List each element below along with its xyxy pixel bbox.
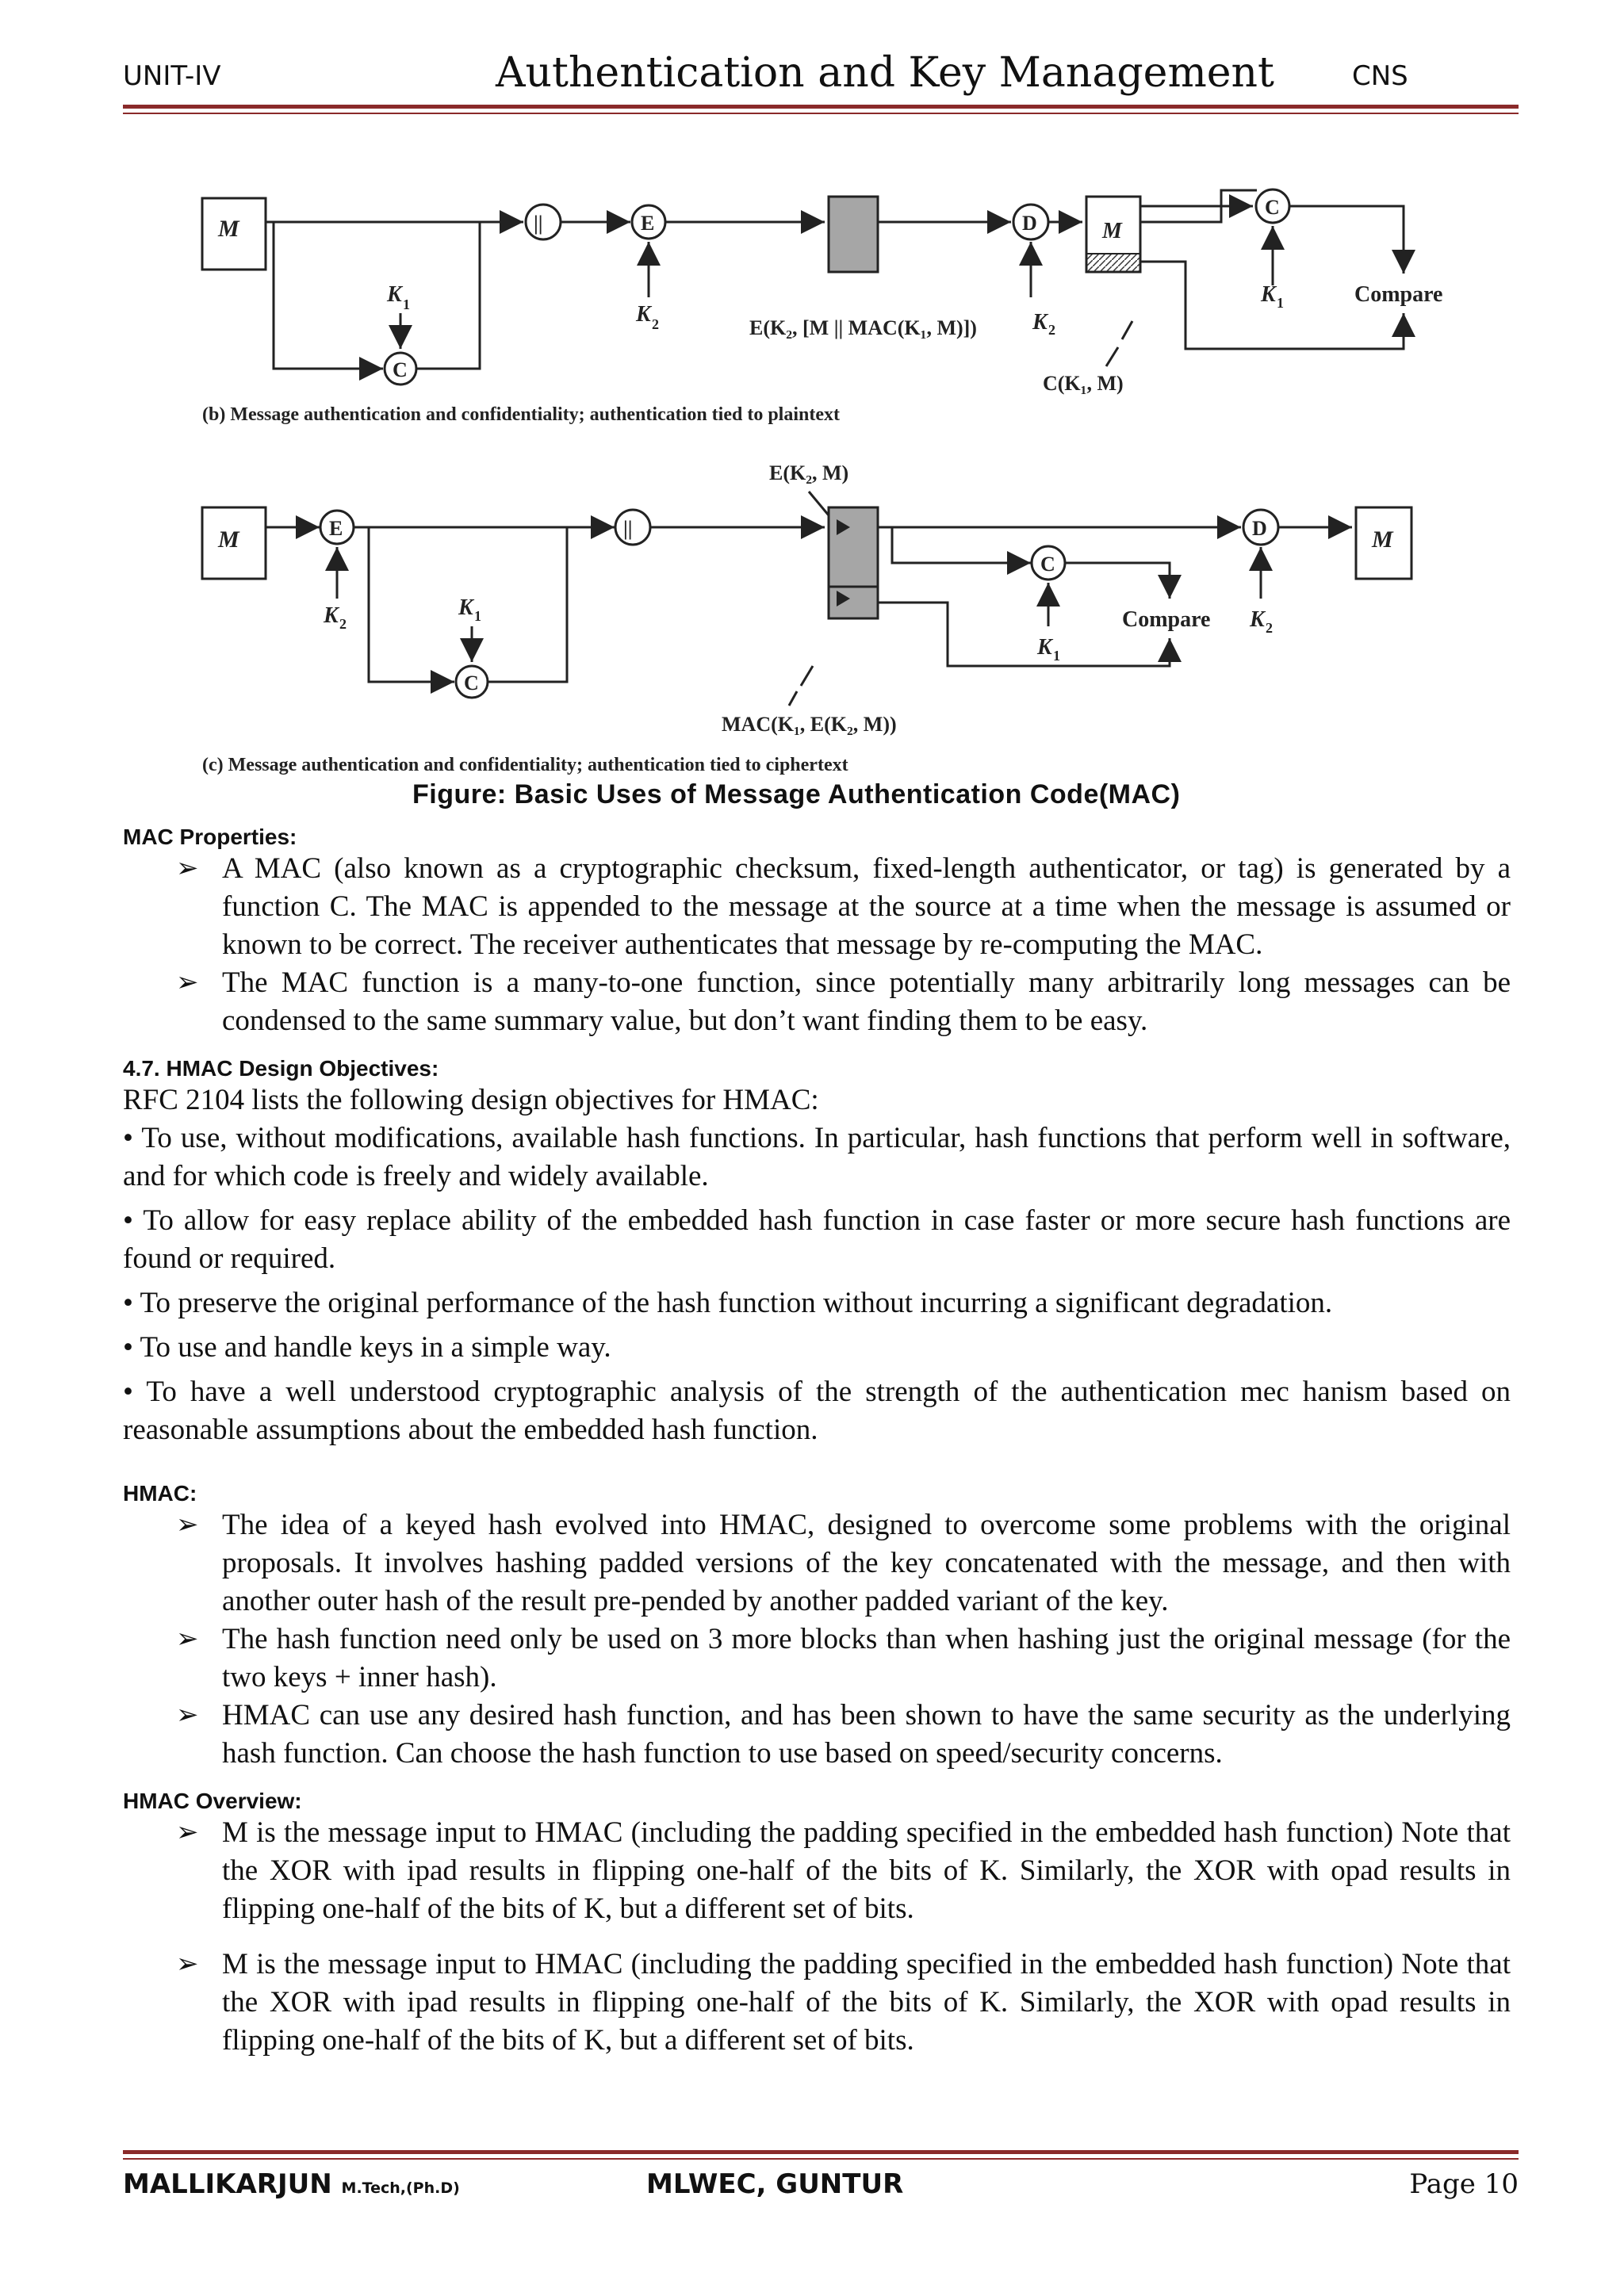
- label-compare-b: Compare: [1354, 282, 1443, 307]
- footer-rule-thin: [123, 2158, 1519, 2160]
- list-item: ➢ The MAC function is a many-to-one function, since potentially many arbitrarily long messages can be condensed to the same summary value, but don’t want finding them to be easy.: [222, 964, 1511, 1040]
- label-k1b-sub-c: 1: [1053, 648, 1060, 664]
- label-k2b-sub-c: 2: [1266, 620, 1273, 636]
- concat-node-c: [615, 510, 650, 545]
- objective-item: • To preserve the original performance of the hash function without incurring a significant degradation.: [123, 1287, 1333, 1319]
- label-enc-c: E(K₂, M): [769, 461, 849, 484]
- page-number: Page 10: [1409, 2168, 1519, 2200]
- figure-caption: Figure: Basic Uses of Message Authentication Code(MAC): [412, 779, 1181, 809]
- label-k2-sub-b: 2: [652, 316, 659, 332]
- author-qualification: M.Tech,(Ph.D): [341, 2179, 460, 2197]
- label-m2-b: M: [1102, 219, 1122, 243]
- list-item: ➢ The hash function need only be used on 3 more blocks than when hashing just the original message (for the two keys + inner hash).: [222, 1621, 1511, 1697]
- objective-item: • To allow for easy replace ability of the embedded hash function in case faster or more secure hash functions are found or required.: [123, 1204, 1511, 1275]
- label-k1b-b: K: [1261, 282, 1276, 307]
- bullet-arrow-icon: ➢: [176, 1950, 199, 1979]
- caption-part-b: (b) Message authentication and confidentiality; authentication tied to plaintext: [202, 404, 840, 425]
- list-item: ➢ M is the message input to HMAC (including the padding specified in the embedded hash function) Note that the XOR with ipad results in flipping one-half of the bits of K. Similarly, the XOR with opad results in flipping one-half of the bits of K, but a different set of bits.: [222, 1814, 1511, 1928]
- list-item: ➢ HMAC can use any desired hash function, and has been shown to have the same security as the underlying hash function. Can choose the hash function to use based on speed/security concerns.: [222, 1697, 1511, 1773]
- mac-properties-list: [123, 850, 1511, 1040]
- label-k1b-sub-b: 1: [1277, 295, 1284, 311]
- label-d-b: D: [1022, 212, 1037, 235]
- header-rule-thin: [123, 113, 1519, 114]
- list-item: ➢ A MAC (also known as a cryptographic checksum, fixed-length authenticator, or tag) is generated by a function C. The MAC is appended to the message at the source at a time when the message is assumed or known to be correct. The receiver authenticates that message by re-computing the MAC.: [222, 850, 1511, 964]
- label-concat-b: ||: [534, 212, 543, 235]
- label-c2-c: C: [1040, 553, 1055, 576]
- bullet-arrow-icon: ➢: [176, 1818, 199, 1847]
- label-d-c: D: [1252, 517, 1267, 540]
- page-footer: [123, 2168, 1519, 2208]
- label-k2b-sub-b: 2: [1048, 322, 1055, 338]
- label-k1-sub-c: 1: [474, 608, 481, 624]
- label-k1b-c: K: [1037, 635, 1052, 660]
- unit-label: UNIT-IV: [123, 60, 221, 92]
- label-k2b-c: K: [1250, 607, 1265, 632]
- label-k2-sub-c: 2: [339, 616, 347, 632]
- label-k1-b: K: [387, 282, 402, 307]
- label-mac-b: C(K₁, M): [1043, 372, 1124, 395]
- label-compare-c: Compare: [1122, 607, 1211, 632]
- label-c-c: C: [464, 672, 479, 695]
- header-rule-thick: [123, 105, 1519, 109]
- section-heading-hmac-overview: HMAC Overview:: [123, 1789, 302, 1813]
- label-c2-b: C: [1265, 196, 1280, 219]
- page-title: Authentication and Key Management: [496, 49, 1274, 97]
- label-k2-c: K: [324, 603, 339, 628]
- hmac-list: [123, 1506, 1511, 1773]
- label-m2-c: M: [1372, 526, 1393, 553]
- caption-part-c: (c) Message authentication and confidentiality; authentication tied to ciphertext: [202, 755, 848, 775]
- received-mac-b: [1086, 254, 1140, 272]
- page-content: [123, 825, 1511, 2060]
- author-name: MALLIKARJUN M.Tech,(Ph.D): [123, 2168, 460, 2200]
- label-m-c: M: [218, 526, 239, 553]
- ciphertext-block-c: [829, 507, 878, 618]
- ciphertext-block-b: [829, 197, 878, 272]
- objective-item: • To use, without modifications, available hash functions. In particular, hash functions that perform well in software, and for which code is freely and widely available.: [123, 1122, 1511, 1192]
- label-k1-c: K: [458, 595, 473, 620]
- concat-node-b: [526, 205, 561, 239]
- bullet-arrow-icon: ➢: [176, 968, 199, 997]
- bullet-arrow-icon: ➢: [176, 1701, 199, 1730]
- label-c-b: C: [393, 358, 408, 381]
- label-k2b-b: K: [1032, 310, 1048, 335]
- hmac-objectives-intro: RFC 2104 lists the following design objectives for HMAC:: [123, 1084, 819, 1116]
- label-ciphertext-b: E(K₂, [M || MAC(K₁, M)]): [749, 316, 977, 339]
- diagram-part-b: [202, 189, 1442, 425]
- label-e-c: E: [329, 517, 343, 540]
- subject-label: CNS: [1352, 60, 1408, 92]
- diagram-part-c: [202, 461, 1411, 775]
- label-k1-sub-b: 1: [403, 297, 410, 312]
- section-heading-hmac-objectives: 4.7. HMAC Design Objectives:: [123, 1056, 439, 1081]
- label-e-b: E: [641, 212, 655, 235]
- objective-item: • To use and handle keys in a simple way.: [123, 1331, 611, 1364]
- bullet-arrow-icon: ➢: [176, 854, 199, 883]
- mac-diagram: [167, 159, 1499, 777]
- label-m-b: M: [218, 216, 239, 242]
- list-item: ➢ The idea of a keyed hash evolved into HMAC, designed to overcome some problems with the original proposals. It involves hashing padded versions of the key concatenated with the message, and then with another outer hash of the result pre-pended by another padded variant of the key.: [222, 1506, 1511, 1621]
- list-item: ➢ M is the message input to HMAC (including the padding specified in the embedded hash function) Note that the XOR with ipad results in flipping one-half of the bits of K. Similarly, the XOR with opad results in flipping one-half of the bits of K, but a different set of bits.: [222, 1946, 1511, 2060]
- label-mac-c: MAC(K₁, E(K₂, M)): [722, 713, 897, 736]
- footer-rule-thick: [123, 2150, 1519, 2154]
- label-k2-b: K: [636, 302, 651, 327]
- label-concat-c: ||: [623, 517, 633, 540]
- mac-figure: [167, 159, 1499, 817]
- hmac-overview-list: [123, 1814, 1511, 2060]
- section-heading-mac-properties: MAC Properties:: [123, 825, 297, 849]
- college-name: MLWEC, GUNTUR: [646, 2168, 904, 2200]
- bullet-arrow-icon: ➢: [176, 1510, 199, 1540]
- bullet-arrow-icon: ➢: [176, 1624, 199, 1654]
- section-heading-hmac: HMAC:: [123, 1481, 197, 1506]
- page-header: [123, 48, 1519, 103]
- objective-item: • To have a well understood cryptographic analysis of the strength of the authentication mec hanism based on reasonable assumptions about the embedded hash function.: [123, 1376, 1511, 1446]
